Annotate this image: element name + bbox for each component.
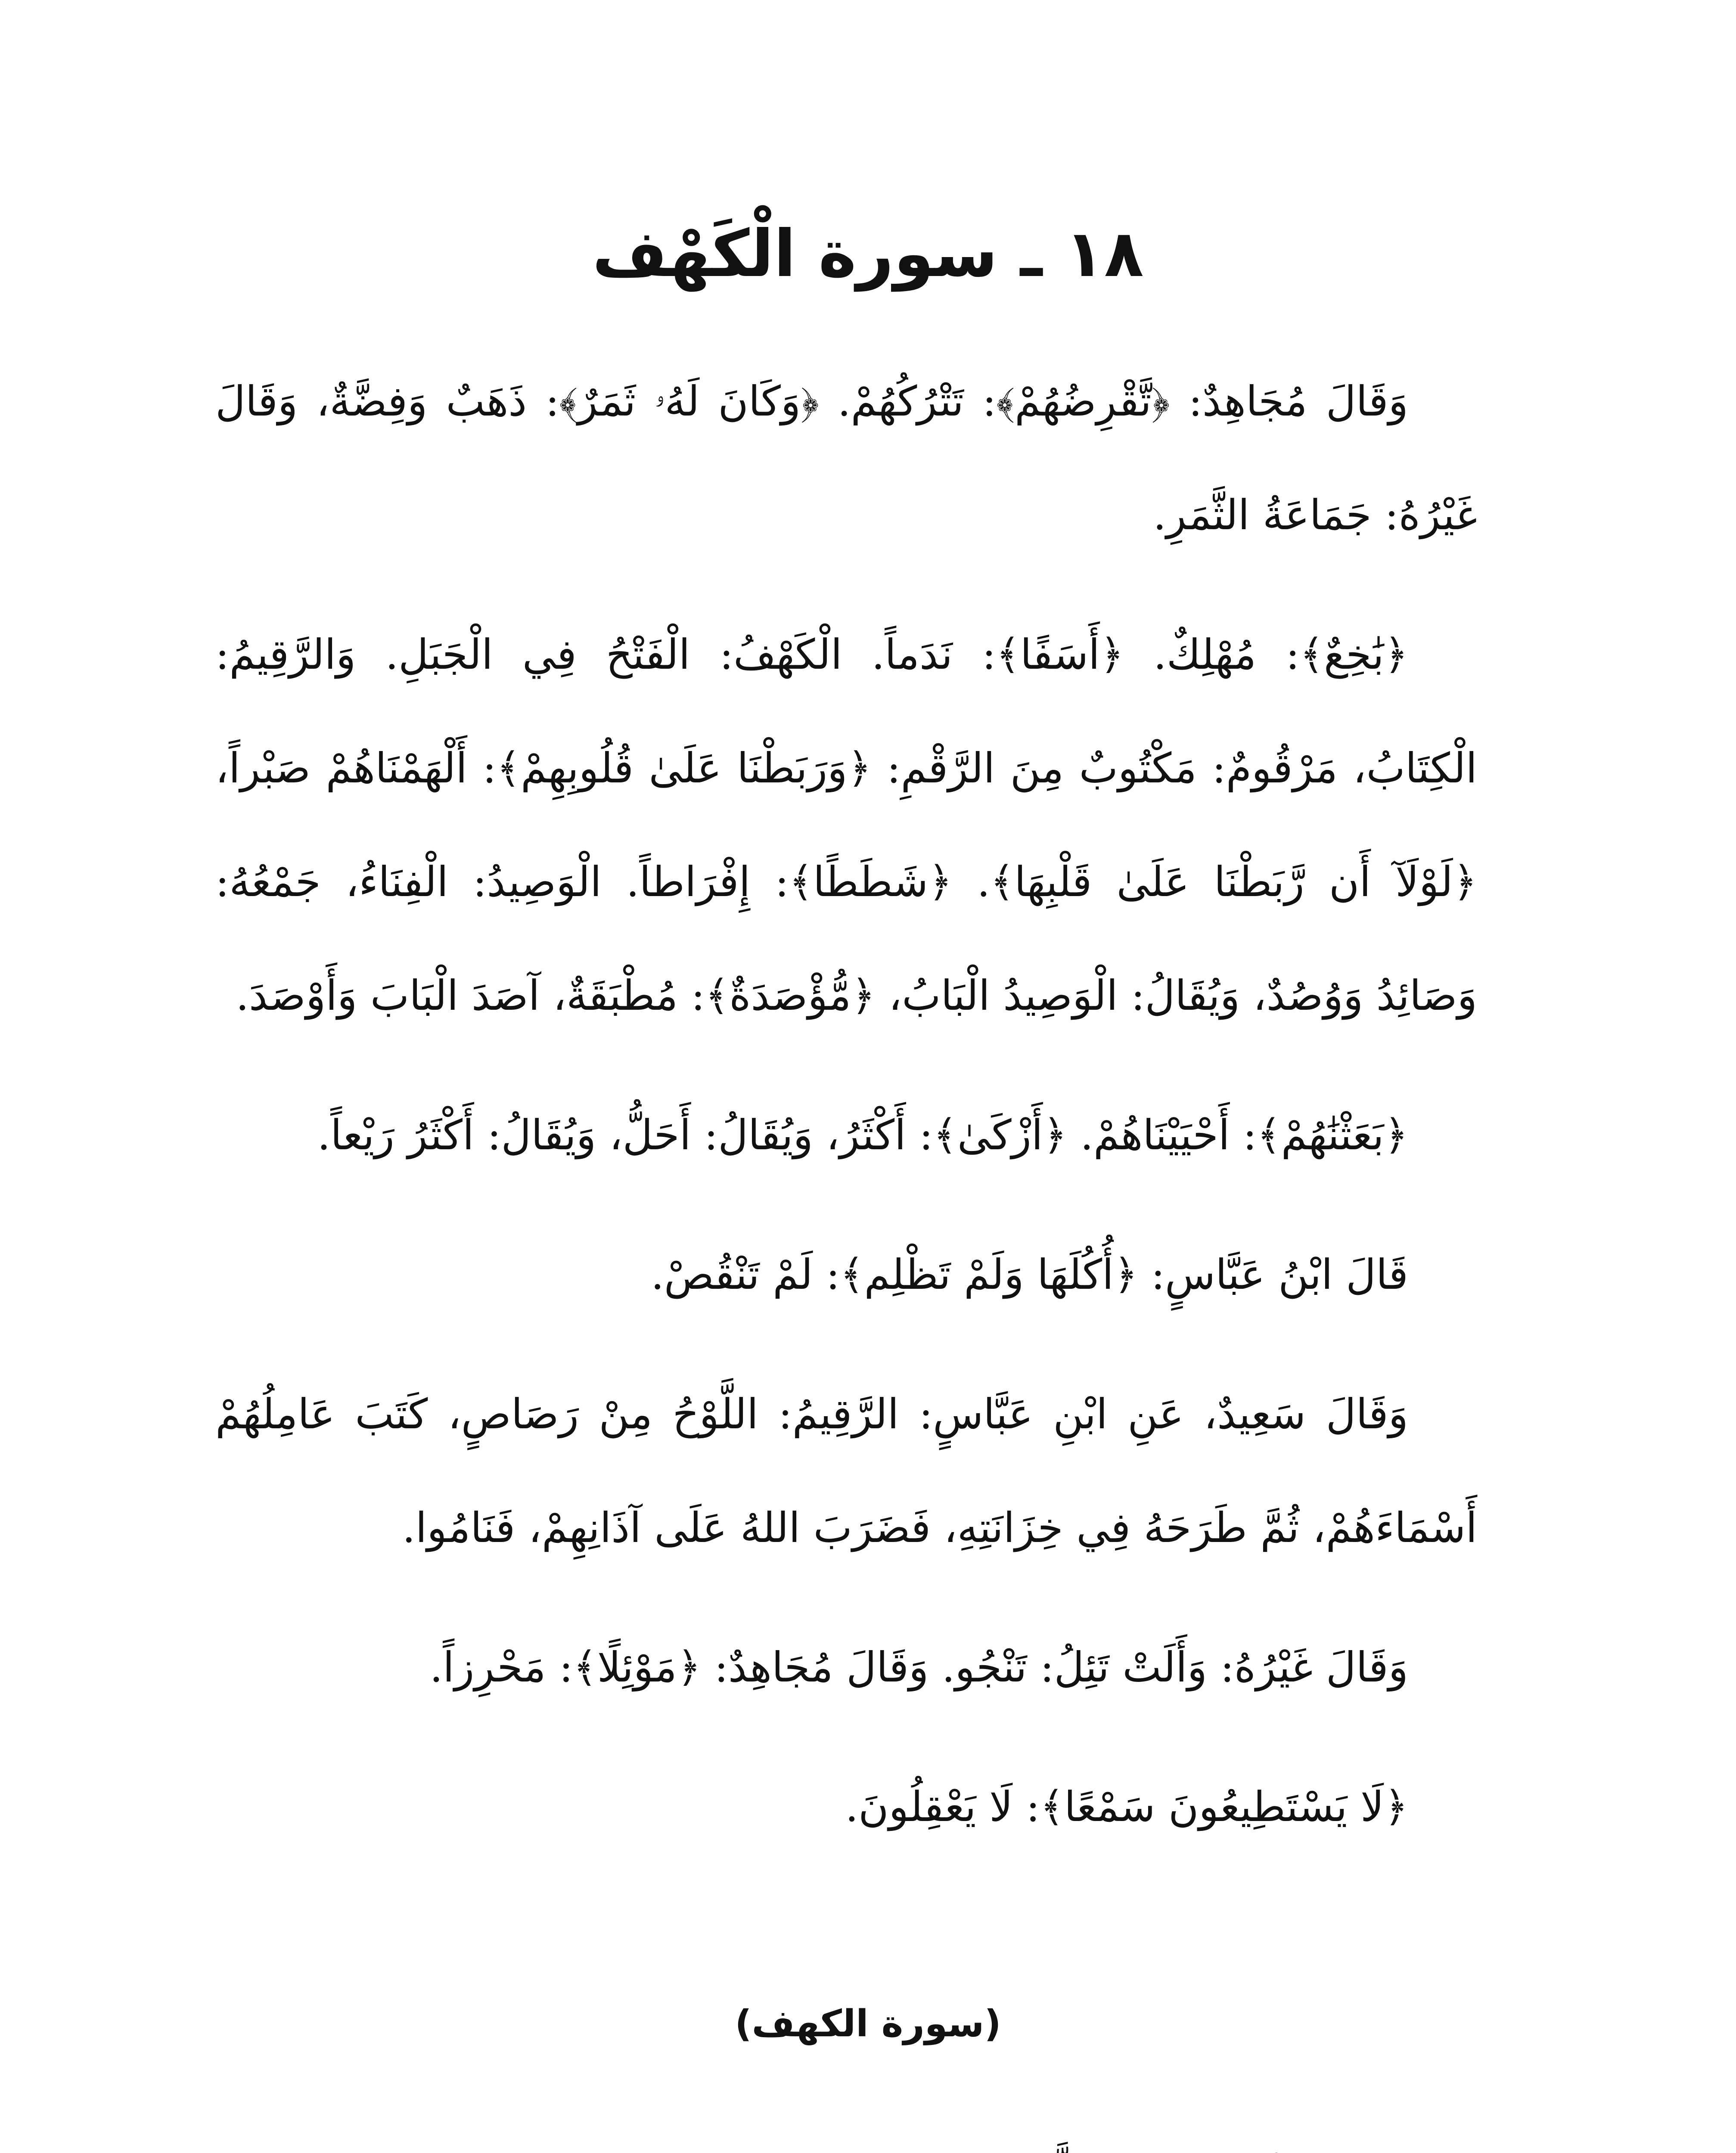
section-heading: (سورة الكهف) [735, 2002, 1001, 2045]
paragraph: ﴿بَٰخِعٌ﴾: مُهْلِكٌ. ﴿أَسَفًا﴾: نَدَماً. الْكَهْفُ: الْفَتْحُ فِي الْجَبَلِ. وَالرَّقِيمُ: الْكِتَابُ، مَرْقُومٌ: مَكْتُوبٌ مِنَ الرَّقْمِ: ﴿وَرَبَطْنَا عَلَىٰ قُلُوبِهِمْ﴾: أَلْهَمْنَاهُمْ صَبْراً، ﴿لَوْلَآ أَن رَّبَطْنَا عَلَىٰ قَلْبِهَا﴾. ﴿شَطَطًا﴾: إِفْرَاطاً. الْوَصِيدُ: الْفِنَاءُ، جَمْعُهُ: وَصَائِدُ وَوُصُدٌ، وَيُقَالُ: الْوَصِيدُ الْبَابُ، ﴿مُّؤْصَدَةٌ﴾: مُطْبَقَةٌ، آصَدَ الْبَابَ وَأَوْصَدَ. [215, 630, 1477, 1020]
paragraph: ﴿لَا يَسْتَطِيعُونَ سَمْعًا﴾: لَا يَعْقِلُونَ. [845, 1783, 1408, 1831]
commentary-note [215, 2136, 1387, 2153]
paragraph: وَقَالَ غَيْرُهُ: وَأَلَتْ تَئِلُ: تَنْجُو. وَقَالَ مُجَاهِدٌ: ﴿مَوْئِلًا﴾: مَحْرِزاً. [429, 1643, 1408, 1691]
paragraph: قَالَ ابْنُ عَبَّاسٍ: ﴿أُكُلَهَا وَلَمْ تَظْلِم﴾: لَمْ تَنْقُصْ. [651, 1250, 1408, 1299]
chapter-title: ١٨ ـ سورة الْكَهْف [592, 217, 1144, 292]
paragraph: وَقَالَ مُجَاهِدٌ: ﴿تَّقْرِضُهُمْ﴾: تَتْرُكُهُمْ. ﴿وَكَانَ لَهُۥ ثَمَرٌ﴾: ذَهَبٌ وَفِضَّةٌ، وَقَالَ غَيْرُهُ: جَمَاعَةُ الثَّمَرِ. [215, 377, 1477, 539]
main-text [215, 344, 1477, 1889]
paragraph: ﴿بَعَثْنَٰهُمْ﴾: أَحْيَيْنَاهُمْ. ﴿أَزْكَىٰ﴾: أَكْثَرُ، وَيُقَالُ: أَحَلُّ، وَيُقَالُ: أَكْثَرُ رَيْعاً. [317, 1111, 1408, 1159]
paragraph: وَقَالَ سَعِيدٌ، عَنِ ابْنِ عَبَّاسٍ: الرَّقِيمُ: اللَّوْحُ مِنْ رَصَاصٍ، كَتَبَ عَامِلُهُمْ أَسْمَاءَهُمْ، ثُمَّ طَرَحَهُ فِي خِزَانَتِهِ، فَضَرَبَ اللهُ عَلَى آذَانِهِمْ، فَنَامُوا. [215, 1390, 1477, 1552]
